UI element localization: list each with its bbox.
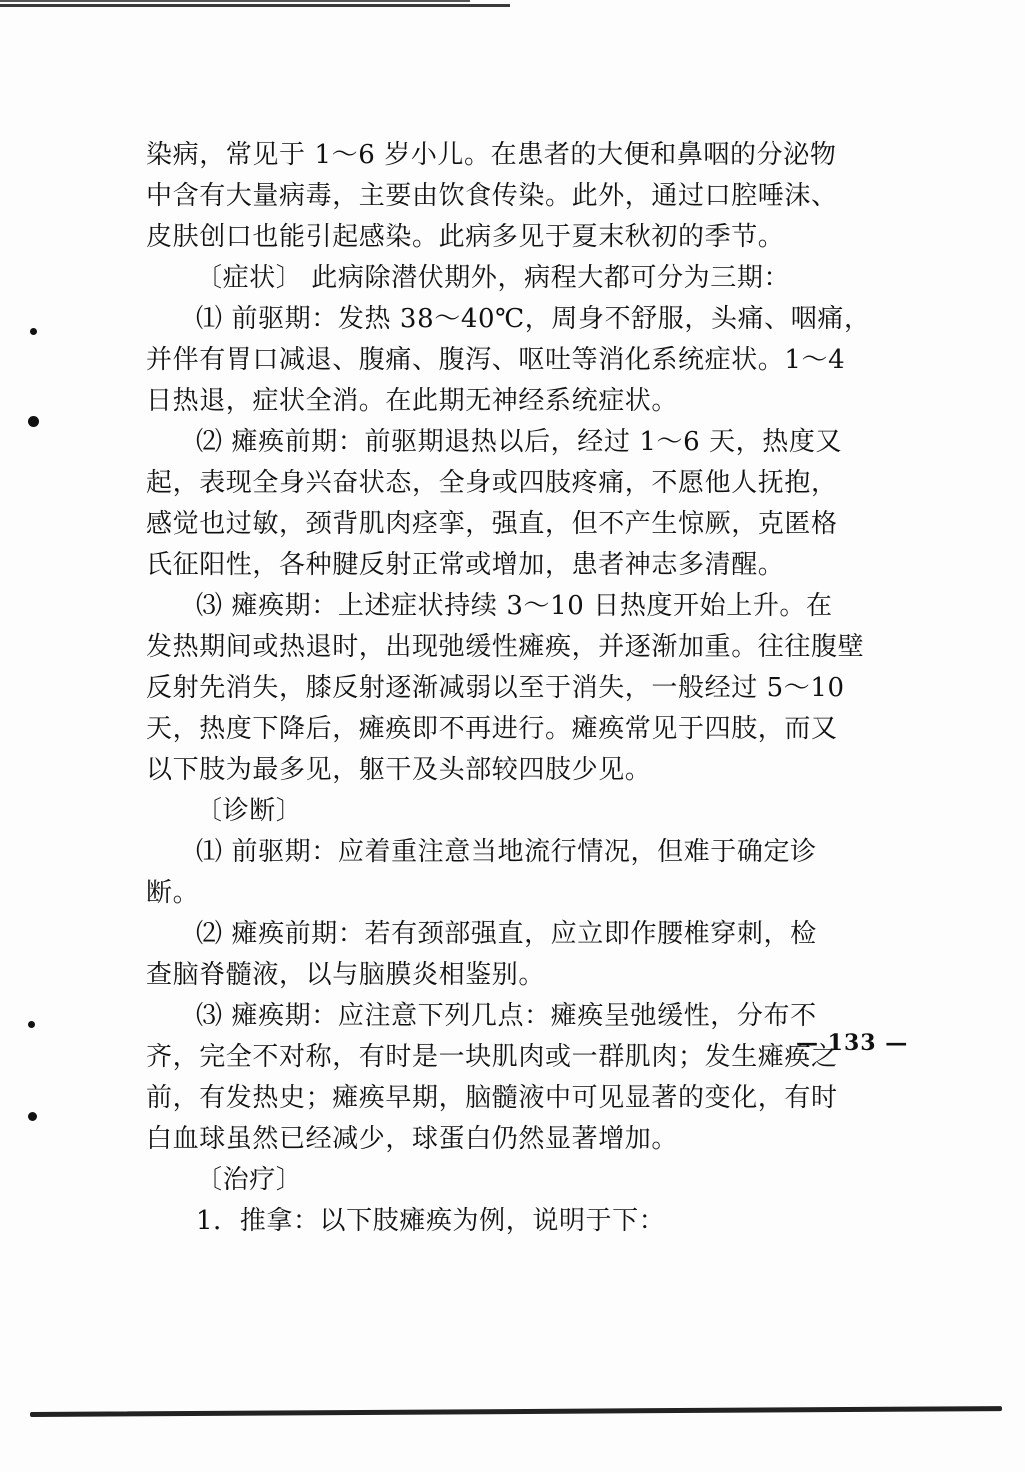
- text-line: ⑴ 前驱期：发热 38～40℃，周身不舒服，头痛、咽痛，: [196, 304, 871, 334]
- text-line: ⑵ 瘫痪前期：前驱期退热以后，经过 1～6 天，热度又: [196, 427, 843, 457]
- text-line: 感觉也过敏，颈背肌肉痉挛，强直，但不产生惊厥，克匿格: [146, 509, 838, 539]
- section-heading-treatment: 〔治疗〕: [196, 1165, 303, 1195]
- top-edge-line: [0, 0, 470, 2]
- text-line: 以下肢为最多见，躯干及头部较四肢少见。: [146, 755, 652, 785]
- text-line: 氏征阳性，各种腱反射正常或增加，患者神志多清醒。: [146, 550, 785, 580]
- text-line: 并伴有胃口减退、腹痛、腹泻、呕吐等消化系统症状。1～4: [146, 345, 846, 375]
- text-line: ⑴ 前驱期：应着重注意当地流行情况，但难于确定诊: [196, 837, 817, 867]
- text-line: 查脑脊髓液，以与脑膜炎相鉴别。: [146, 960, 546, 990]
- text-line: 前，有发热史；瘫痪早期，脑髓液中可见显著的变化，有时: [146, 1083, 838, 1113]
- text-line: 断。: [146, 878, 200, 908]
- margin-mark: [28, 1112, 37, 1121]
- text-line: 齐，完全不对称，有时是一块肌肉或一群肌肉；发生瘫痪之: [146, 1042, 838, 1072]
- section-heading-symptoms: 〔症状〕 此病除潜伏期外，病程大都可分为三期：: [196, 263, 791, 293]
- margin-mark: [28, 1021, 35, 1028]
- text-line: 发热期间或热退时，出现弛缓性瘫痪，并逐渐加重。往往腹壁: [146, 632, 865, 662]
- margin-mark: [28, 416, 39, 427]
- text-line: ⑵ 瘫痪前期：若有颈部强直，应立即作腰椎穿刺，检: [196, 919, 817, 949]
- body-text: [146, 136, 888, 1243]
- top-edge-rule: [0, 4, 510, 7]
- margin-mark: [30, 328, 37, 335]
- page-number: — 133 —: [796, 1030, 909, 1056]
- text-line: ⑶ 瘫痪期：上述症状持续 3～10 日热度开始上升。在: [196, 591, 833, 621]
- text-line: 反射先消失，膝反射逐渐减弱以至于消失，一般经过 5～10: [146, 673, 845, 703]
- bottom-edge-rule: [30, 1406, 1002, 1417]
- text-line: 染病，常见于 1～6 岁小儿。在患者的大便和鼻咽的分泌物: [146, 140, 837, 170]
- text-line: 中含有大量病毒，主要由饮食传染。此外，通过口腔唾沫、: [146, 181, 838, 211]
- text-line: 皮肤创口也能引起感染。此病多见于夏末秋初的季节。: [146, 222, 785, 252]
- text-line: 1．推拿：以下肢瘫痪为例，说明于下：: [196, 1206, 666, 1236]
- section-heading-diagnosis: 〔诊断〕: [196, 796, 303, 826]
- text-line: 白血球虽然已经减少，球蛋白仍然显著增加。: [146, 1124, 679, 1154]
- text-line: 起，表现全身兴奋状态，全身或四肢疼痛，不愿他人抚抱，: [146, 468, 838, 498]
- text-line: 日热退，症状全消。在此期无神经系统症状。: [146, 386, 679, 416]
- text-line: 天，热度下降后，瘫痪即不再进行。瘫痪常见于四肢，而又: [146, 714, 838, 744]
- text-line: ⑶ 瘫痪期：应注意下列几点：瘫痪呈弛缓性，分布不: [196, 1001, 817, 1031]
